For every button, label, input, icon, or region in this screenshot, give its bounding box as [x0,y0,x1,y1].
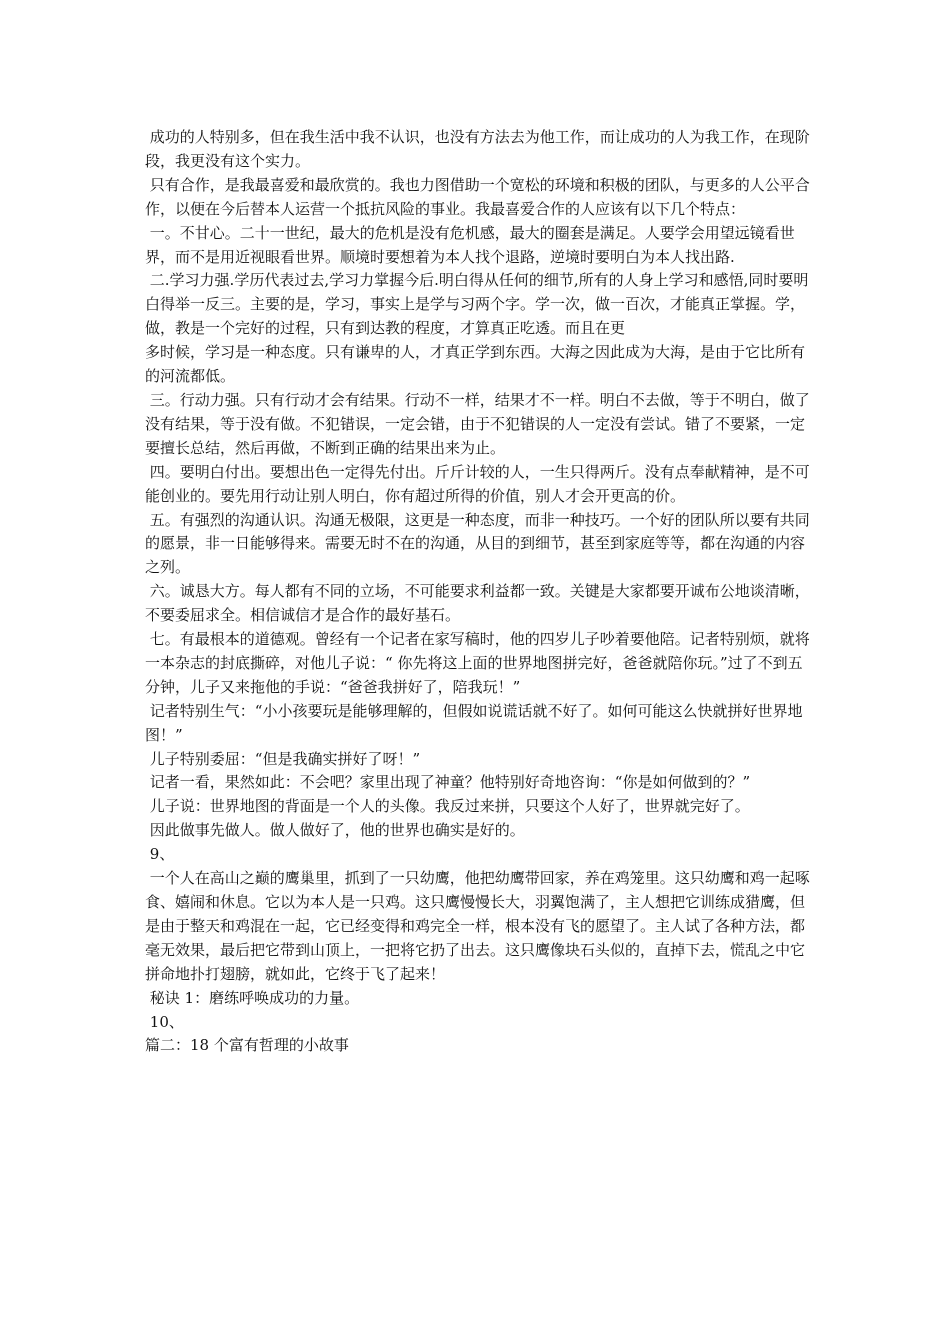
paragraph-14: 儿子说：世界地图的背面是一个人的头像。我反过来拼，只要这个人好了，世界就完好了。 [145,797,750,816]
paragraph-5: 多时候，学习是一种态度。只有谦卑的人，才真正学到东西。大海之因此成为大海，是由于它比所有的河流都低。 [145,343,806,386]
paragraph-10: 七。有最根本的道德观。曾经有一个记者在家写稿时，他的四岁儿子吵着要他陪。记者特别烦，就将一本杂志的封底撕碎，对他儿子说：“ 你先将这上面的世界地图拼完好，爸爸就陪你玩。”过了不到五分钟，儿子又来拖他的手说：“爸爸我拼好了，陪我玩！” [145,630,810,696]
paragraph-9: 六。诚恳大方。每人都有不同的立场，不可能要求利益都一致。关键是大家都要开诚布公地谈清晰，不要委屈求全。相信诚信才是合作的最好基石。 [145,582,810,625]
paragraph-13: 记者一看，果然如此：不会吧？家里出现了神童？他特别好奇地咨询：“你是如何做到的？” [145,773,751,792]
document-body [145,126,810,1058]
paragraph-3: 一。不甘心。二十一世纪，最大的危机是没有危机感，最大的圈套是满足。人要学会用望远镜看世界，而不是用近视眼看世界。顺境时要想着为本人找个退路，逆境时要明白为本人找出路. [145,223,795,266]
paragraph-15: 因此做事先做人。做人做好了，他的世界也确实是好的。 [145,821,525,840]
paragraph-17: 一个人在高山之巅的鹰巢里，抓到了一只幼鹰，他把幼鹰带回家，养在鸡笼里。这只幼鹰和鸡一起啄食、嬉闹和休息。它以为本人是一只鸡。这只鹰慢慢长大，羽翼饱满了，主人想把它训练成猎鹰，但是由于整天和鸡混在一起，它已经变得和鸡完全一样，根本没有飞的愿望了。主人试了各种方法，都毫无效果，最后把它带到山顶上，一把将它扔了出去。这只鹰像块石头似的，直掉下去，慌乱之中它拼命地扑打翅膀，就如此，它终于飞了起来！ [145,869,810,983]
paragraph-12: 儿子特别委屈：“但是我确实拼好了呀！” [145,749,421,768]
paragraph-11: 记者特别生气：“小小孩要玩是能够理解的，但假如说谎话就不好了。如何可能这么快就拼好世界地图！” [145,701,803,744]
paragraph-6: 三。行动力强。只有行动才会有结果。行动不一样，结果才不一样。明白不去做，等于不明白，做了没有结果，等于没有做。不犯错误，一定会错，由于不犯错误的人一定没有尝试。错了不要紧，一定要擅长总结，然后再做，不断到正确的结果出来为止。 [145,390,810,457]
paragraph-8: 五。有强烈的沟通认识。沟通无极限，这更是一种态度，而非一种技巧。一个好的团队所以要有共同的愿景，非一日能够得来。需要无时不在的沟通，从目的到细节，甚至到家庭等等，都在沟通的内容之列。 [145,510,810,577]
paragraph-2: 只有合作，是我最喜爱和最欣赏的。我也力图借助一个宽松的环境和积极的团队，与更多的人公平合作，以便在今后替本人运营一个抵抗风险的事业。我最喜爱合作的人应该有以下几个特点： [145,175,810,218]
section-heading: 篇二：18 个富有哲理的小故事 [145,1036,349,1055]
section-number-9: 9、 [145,845,175,864]
paragraph-7: 四。要明白付出。要想出色一定得先付出。斤斤计较的人，一生只得两斤。没有点奉献精神，是不可能创业的。要先用行动让别人明白，你有超过所得的价值，别人才会开更高的价。 [145,462,810,505]
paragraph-18: 秘诀 1：磨练呼唤成功的力量。 [145,988,360,1007]
paragraph-4: 二.学习力强.学历代表过去,学习力掌握今后.明白得从任何的细节,所有的人身上学习和感悟,同时要明白得举一反三。主要的是，学习，事实上是学与习两个字。学一次，做一百次，才能真正掌握。学，做，教是一个完好的过程，只有到达教的程度，才算真正吃透。而且在更 [145,271,809,338]
paragraph-1: 成功的人特别多，但在我生活中我不认识，也没有方法去为他工作，而让成功的人为我工作，在现阶段，我更没有这个实力。 [145,128,810,170]
section-number-10: 10、 [145,1012,184,1031]
